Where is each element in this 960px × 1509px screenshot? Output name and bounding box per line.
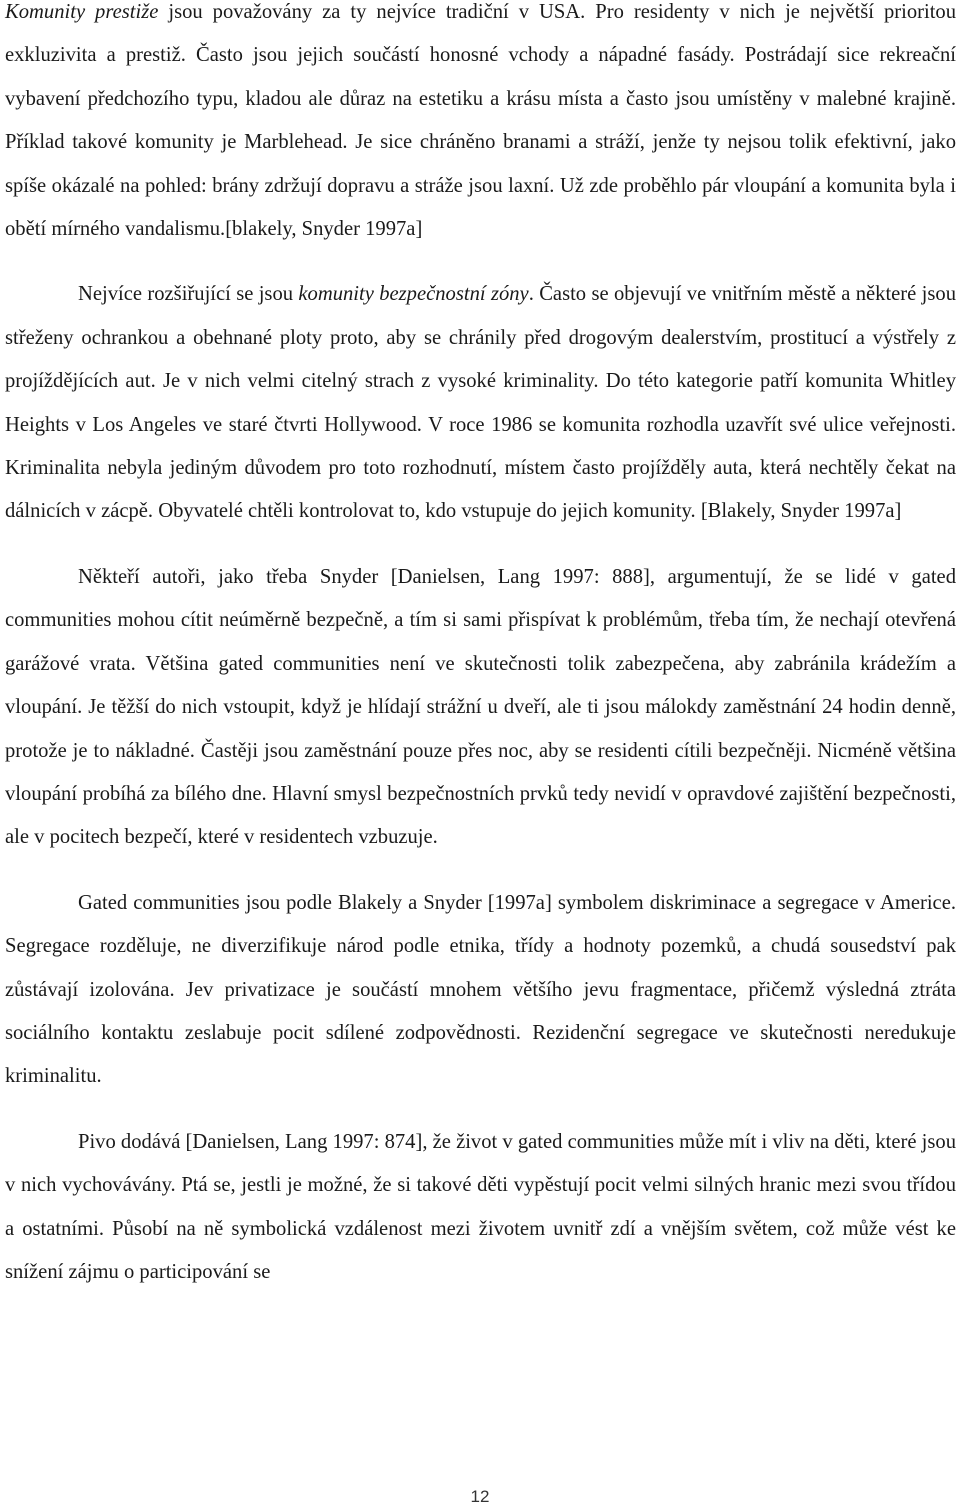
term-komunity-prestize: Komunity prestiže: [5, 1, 159, 23]
document-page: [5, 0, 956, 1294]
paragraph-security-zone-communities: [5, 273, 956, 533]
paragraph-prestige-communities: [5, 0, 956, 251]
paragraph-text: . Často se objevují ve vnitřním městě a některé jsou střeženy ochrankou a obehnané ploty proto, aby se chránily před drogovým dealerstvím, prostitucí a výstřely z projíždějících aut. Je v nich velmi citelný strach z vysoké kriminality. Do této kategorie patří komunita Whitley Heights v Los Angeles ve staré čtvrti Hollywood. V roce 1986 se komunita rozhodla uzavřít své ulice veřejnosti. Kriminalita nebyla jediným důvodem pro toto rozhodnutí, místem často projížděly auta, která nechtěly čekat na dálnicích v zácpě. Obyvatelé chtěli kontrolovat to, kdo vstupuje do jejich komunity. [Blakely, Snyder 1997a]: [5, 283, 956, 523]
paragraph-text: Nejvíce rozšiřující se jsou: [78, 283, 299, 306]
paragraph-children-influence: [5, 1121, 956, 1295]
page-number: 12: [470, 1487, 490, 1506]
paragraph-text: Někteří autoři, jako třeba Snyder [Danielsen, Lang 1997: 888], argumentují, že se lidé v gated communities mohou cítit neúměrně bezpečně, a tím si sami přispívat k problémům, třeba tím, že nechají otevřená garážové vrata. Většina gated communities není ve skutečnosti tolik zabezpečena, aby zabránila krádežím a vloupání. Je těžší do nich vstoupit, když je hlídají strážní u dveří, ale ti jsou málokdy zaměstnání 24 hodin denně, protože je to nákladné. Častěji jsou zaměstnání pouze přes noc, aby se residenti cítili bezpečněji. Nicméně většina vloupání probíhá za bílého dne. Hlavní smysl bezpečnostních prvků tedy nevidí v opravdové zajištění bezpečnosti, ale v pocitech bezpečí, které v residentech vzbuzuje.: [5, 565, 956, 849]
term-komunity-bezpecnostni-zony: komunity bezpečnostní zóny: [298, 283, 529, 306]
paragraph-false-security: [5, 556, 956, 860]
paragraph-text: Pivo dodává [Danielsen, Lang 1997: 874], že život v gated communities může mít i vliv na děti, které jsou v nich vychovávány. Ptá se, jestli je možné, že si takové děti vypěstují pocit velmi silných hranic mezi svou třídou a ostatními. Působí na ně symbolická vzdálenost mezi životem uvnitř zdí a vnějším světem, což může vést ke snížení zájmu o participování se: [5, 1130, 956, 1283]
paragraph-text: jsou považovány za ty nejvíce tradiční v USA. Pro residenty v nich je největší prioritou exkluzivita a prestiž. Často jsou jejich součástí honosné vchody a nápadné fasády. Postrádají sice rekreační vybavení předchozího typu, kladou ale důraz na estetiku a krásu místa a často jsou umístěny v malebné krajině. Příklad takové komunity je Marblehead. Je sice chráněno branami a stráží, jenže ty nejsou tolik efektivní, jako spíše okázalé na pohled: brány zdržují dopravu a stráže jsou laxní. Už zde proběhlo pár vloupání a komunita byla i obětí mírného vandalismu.[blakely, Snyder 1997a]: [5, 1, 957, 241]
paragraph-text: Gated communities jsou podle Blakely a Snyder [1997a] symbolem diskriminace a segregace v Americe. Segregace rozděluje, ne diverzifikuje národ podle etnika, třídy a hodnoty pozemků, a chudá sousedství pak zůstávají izolována. Jev privatizace je součástí mnohem většího jevu fragmentace, přičemž výsledná ztráta sociálního kontaktu zeslabuje pocit sdílené zodpovědnosti. Rezidenční segregace ve skutečnosti neredukuje kriminalitu.: [5, 891, 956, 1088]
paragraph-segregation: [5, 882, 956, 1099]
